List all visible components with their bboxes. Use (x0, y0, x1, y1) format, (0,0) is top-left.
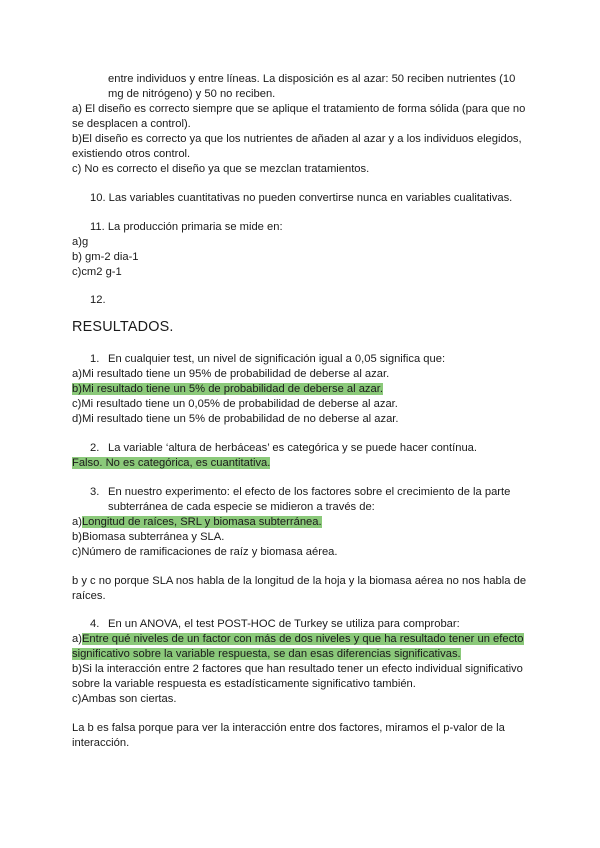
result-3-question-line-1: En nuestro experimento: el efecto de los factores sobre el crecimiento de la parte (108, 486, 511, 498)
result-4-option-a-highlight-1: Entre qué niveles de un factor con más de dos niveles y que ha resultado tener un efecto (81, 633, 524, 645)
question-11-title: 11. La producción primaria se mide en: (90, 221, 283, 233)
result-2-answer (72, 456, 270, 471)
result-1-option-b-highlight: b)Mi resultado tiene un 5% de probabilidad de deberse al azar. (72, 383, 383, 395)
result-3-option-a-prefix: a) (72, 516, 82, 528)
result-1-question: En cualquier test, un nivel de significación igual a 0,05 significa que: (108, 353, 446, 365)
result-2-question: La variable ‘altura de herbáceas’ es categórica y se puede hacer contínua. (108, 442, 478, 454)
result-3-option-a-highlight: Longitud de raíces, SRL y biomasa subterránea. (81, 516, 322, 528)
result-4-option-a-line-1 (72, 632, 524, 647)
result-4-number: 4. (90, 618, 100, 630)
result-3-number: 3. (90, 486, 100, 498)
result-4-option-a-line-2 (72, 647, 461, 662)
result-4-option-c: c)Ambas son ciertas. (72, 693, 177, 705)
intro-option-c: c) No es correcto el diseño ya que se mezclan tratamientos. (72, 163, 370, 175)
result-4-note-line-2: interacción. (72, 737, 130, 749)
question-11-option-b: b) gm-2 dia-1 (72, 251, 139, 263)
question-11-option-c: c)cm2 g-1 (72, 266, 122, 278)
result-4-question: En un ANOVA, el test POST-HOC de Turkey se utiliza para comprobar: (108, 618, 460, 630)
result-4-option-a-prefix: a) (72, 633, 82, 645)
result-3-note-line-2: raíces. (72, 590, 106, 602)
result-1-option-b (72, 382, 383, 397)
result-4-option-b-line-1: b)Si la interacción entre 2 factores que han resultado tener un efecto individual significativo (72, 663, 523, 675)
result-2-number: 2. (90, 442, 100, 454)
question-10: 10. Las variables cuantitativas no pueden convertirse nunca en variables cualitativas. (90, 192, 513, 204)
result-1-option-c: c)Mi resultado tiene un 0,05% de probabilidad de deberse al azar. (72, 398, 398, 410)
result-3-option-b: b)Biomasa subterránea y SLA. (72, 531, 225, 543)
result-3-title (90, 485, 510, 500)
result-2-title (90, 441, 477, 456)
question-11-option-a: a)g (72, 236, 89, 248)
intro-option-b-line-1: b)El diseño es correcto ya que los nutrientes de añaden al azar y a los individuos elegidos, (72, 133, 522, 145)
intro-line-1: entre individuos y entre líneas. La disposición es al azar: 50 reciben nutrientes (10 (108, 73, 516, 85)
intro-option-a-line-1: a) El diseño es correcto siempre que se aplique el tratamiento de forma sólida (para que no (72, 103, 526, 115)
result-2-answer-highlight: Falso. No es categórica, es cuantitativa. (72, 457, 271, 469)
result-3-option-a (72, 515, 322, 530)
result-3-question-line-2: subterránea de cada especie se midieron a través de: (108, 501, 375, 513)
result-3-option-c: c)Número de ramificaciones de raíz y biomasa aérea. (72, 546, 338, 558)
result-4-option-a-highlight-2: significativo sobre la variable respuesta, se dan esas diferencias significativas. (72, 648, 461, 660)
result-4-title (90, 617, 460, 632)
question-12: 12. (90, 294, 106, 306)
result-1-number: 1. (90, 353, 100, 365)
result-1-option-a: a)Mi resultado tiene un 95% de probabilidad de deberse al azar. (72, 368, 390, 380)
result-4-note-line-1: La b es falsa porque para ver la interacción entre dos factores, miramos el p-valor de la (72, 722, 505, 734)
result-4-option-b-line-2: sobre la variable respuesta es estadísticamente significativo también. (72, 678, 416, 690)
section-title: RESULTADOS. (72, 319, 174, 335)
intro-option-a-line-2: se desplacen a control). (72, 118, 191, 130)
result-1-option-d: d)Mi resultado tiene un 5% de probabilidad de no deberse al azar. (72, 413, 399, 425)
intro-line-2: mg de nitrógeno) y 50 no reciben. (108, 88, 276, 100)
result-1-title (90, 352, 445, 367)
intro-option-b-line-2: existiendo otros control. (72, 148, 191, 160)
result-3-note-line-1: b y c no porque SLA nos habla de la longitud de la hoja y la biomasa aérea no nos habla de (72, 575, 527, 587)
